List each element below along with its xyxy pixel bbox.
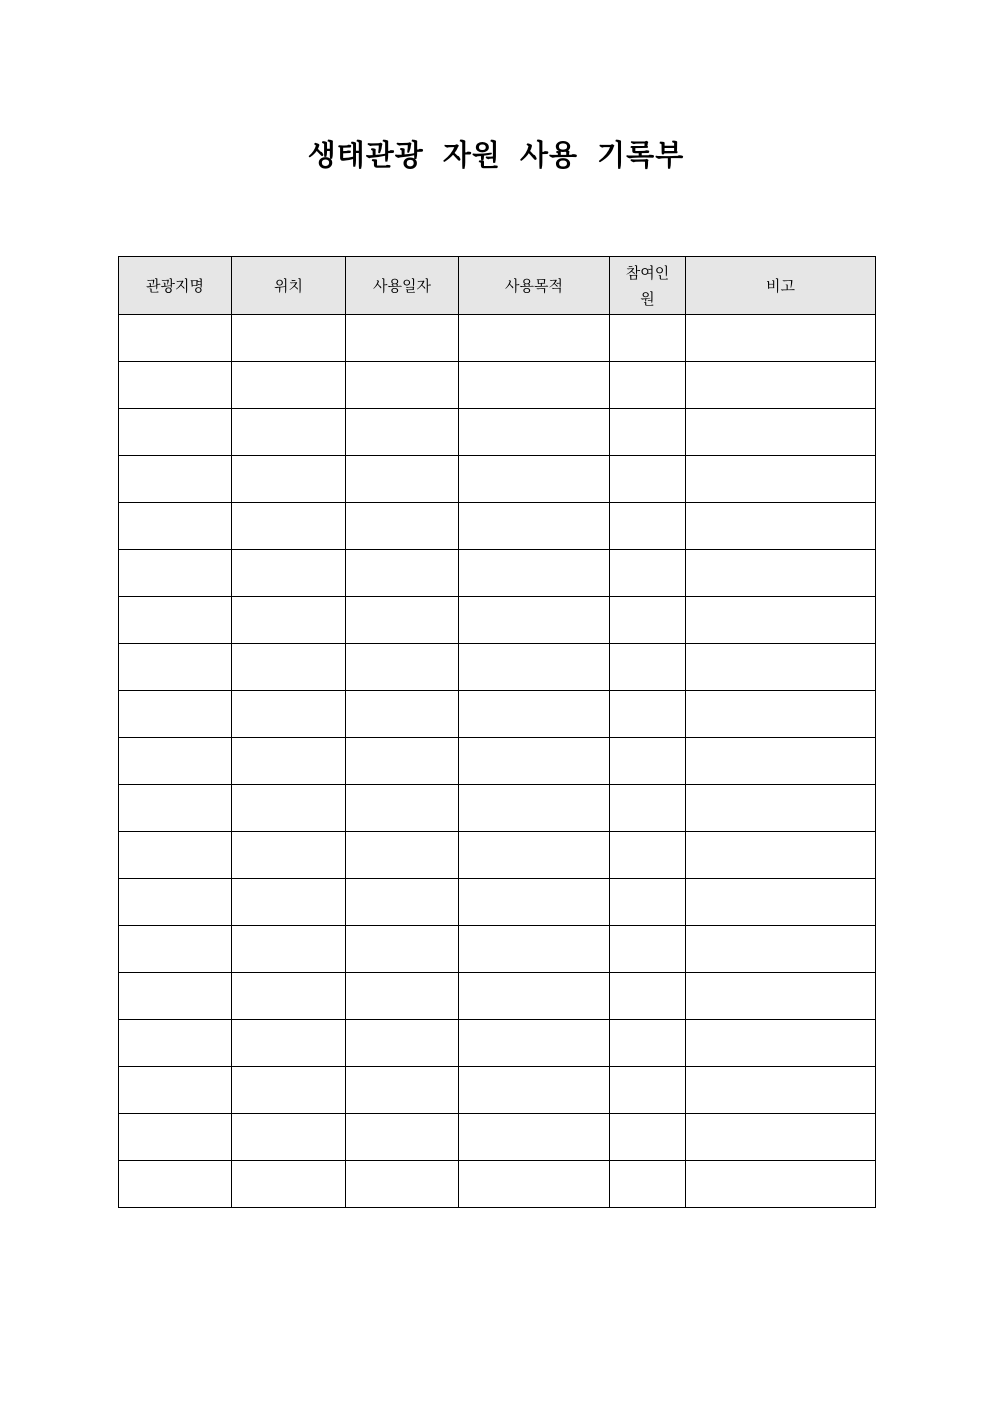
cell-tour-site-name	[119, 597, 232, 644]
table-row	[119, 973, 876, 1020]
cell-use-date	[346, 644, 459, 691]
header-participants-line1: 참여인	[625, 263, 670, 282]
cell-participants	[610, 503, 686, 550]
cell-use-purpose	[459, 691, 610, 738]
cell-use-purpose	[459, 738, 610, 785]
cell-use-purpose	[459, 1161, 610, 1208]
cell-use-purpose	[459, 973, 610, 1020]
cell-tour-site-name	[119, 456, 232, 503]
cell-participants	[610, 1020, 686, 1067]
header-use-purpose: 사용목적	[459, 257, 610, 315]
cell-remarks	[686, 926, 876, 973]
cell-remarks	[686, 456, 876, 503]
cell-remarks	[686, 1114, 876, 1161]
cell-participants	[610, 644, 686, 691]
cell-use-date	[346, 1114, 459, 1161]
header-participants-line2: 원	[640, 289, 655, 308]
cell-location	[232, 738, 346, 785]
cell-tour-site-name	[119, 738, 232, 785]
cell-participants	[610, 879, 686, 926]
cell-remarks	[686, 879, 876, 926]
cell-use-date	[346, 1067, 459, 1114]
cell-use-purpose	[459, 1020, 610, 1067]
cell-location	[232, 973, 346, 1020]
cell-remarks	[686, 644, 876, 691]
cell-participants	[610, 1114, 686, 1161]
cell-participants	[610, 973, 686, 1020]
table-row	[119, 1020, 876, 1067]
cell-remarks	[686, 1161, 876, 1208]
cell-tour-site-name	[119, 644, 232, 691]
cell-location	[232, 1067, 346, 1114]
cell-participants	[610, 738, 686, 785]
header-row	[119, 257, 876, 315]
table-row	[119, 1114, 876, 1161]
cell-remarks	[686, 832, 876, 879]
cell-use-purpose	[459, 315, 610, 362]
cell-tour-site-name	[119, 973, 232, 1020]
cell-location	[232, 503, 346, 550]
cell-use-date	[346, 738, 459, 785]
cell-location	[232, 1020, 346, 1067]
cell-location	[232, 315, 346, 362]
cell-use-date	[346, 1161, 459, 1208]
cell-location	[232, 691, 346, 738]
table-row	[119, 832, 876, 879]
cell-use-purpose	[459, 1114, 610, 1161]
table-row	[119, 785, 876, 832]
cell-location	[232, 409, 346, 456]
cell-use-purpose	[459, 879, 610, 926]
header-use-date: 사용일자	[346, 257, 459, 315]
cell-remarks	[686, 362, 876, 409]
cell-participants	[610, 456, 686, 503]
cell-tour-site-name	[119, 1161, 232, 1208]
header-location: 위치	[232, 257, 346, 315]
cell-location	[232, 926, 346, 973]
cell-participants	[610, 362, 686, 409]
header-remarks: 비고	[686, 257, 876, 315]
cell-location	[232, 362, 346, 409]
cell-participants	[610, 832, 686, 879]
cell-tour-site-name	[119, 503, 232, 550]
cell-location	[232, 456, 346, 503]
cell-tour-site-name	[119, 362, 232, 409]
cell-use-date	[346, 362, 459, 409]
cell-remarks	[686, 315, 876, 362]
cell-use-date	[346, 879, 459, 926]
table-row	[119, 409, 876, 456]
cell-use-date	[346, 691, 459, 738]
cell-use-date	[346, 597, 459, 644]
table-row	[119, 1161, 876, 1208]
table-row	[119, 926, 876, 973]
cell-tour-site-name	[119, 1067, 232, 1114]
cell-location	[232, 644, 346, 691]
cell-remarks	[686, 503, 876, 550]
cell-use-purpose	[459, 409, 610, 456]
cell-use-purpose	[459, 644, 610, 691]
header-tour-site-name: 관광지명	[119, 257, 232, 315]
cell-location	[232, 550, 346, 597]
page-title: 생태관광 자원 사용 기록부	[307, 138, 685, 172]
cell-use-date	[346, 1020, 459, 1067]
cell-use-purpose	[459, 362, 610, 409]
cell-location	[232, 1114, 346, 1161]
table-row	[119, 503, 876, 550]
cell-location	[232, 785, 346, 832]
table-body	[119, 315, 876, 1208]
cell-use-date	[346, 785, 459, 832]
cell-use-date	[346, 550, 459, 597]
table-row	[119, 738, 876, 785]
cell-remarks	[686, 738, 876, 785]
cell-use-date	[346, 456, 459, 503]
cell-participants	[610, 691, 686, 738]
cell-tour-site-name	[119, 879, 232, 926]
cell-use-date	[346, 503, 459, 550]
table-row	[119, 644, 876, 691]
cell-tour-site-name	[119, 832, 232, 879]
cell-participants	[610, 926, 686, 973]
cell-use-purpose	[459, 785, 610, 832]
table-row	[119, 691, 876, 738]
table-row	[119, 362, 876, 409]
cell-use-date	[346, 926, 459, 973]
cell-remarks	[686, 785, 876, 832]
cell-participants	[610, 1161, 686, 1208]
cell-location	[232, 597, 346, 644]
cell-tour-site-name	[119, 691, 232, 738]
cell-use-date	[346, 409, 459, 456]
table-row	[119, 456, 876, 503]
cell-location	[232, 1161, 346, 1208]
cell-participants	[610, 597, 686, 644]
cell-use-purpose	[459, 550, 610, 597]
cell-use-purpose	[459, 456, 610, 503]
table-row	[119, 550, 876, 597]
cell-use-purpose	[459, 503, 610, 550]
cell-location	[232, 832, 346, 879]
cell-participants	[610, 409, 686, 456]
cell-use-purpose	[459, 1067, 610, 1114]
cell-tour-site-name	[119, 926, 232, 973]
table-row	[119, 315, 876, 362]
table-row	[119, 879, 876, 926]
cell-participants	[610, 1067, 686, 1114]
cell-use-date	[346, 832, 459, 879]
cell-tour-site-name	[119, 785, 232, 832]
cell-use-date	[346, 315, 459, 362]
cell-remarks	[686, 409, 876, 456]
cell-tour-site-name	[119, 550, 232, 597]
cell-remarks	[686, 691, 876, 738]
cell-remarks	[686, 1067, 876, 1114]
cell-tour-site-name	[119, 409, 232, 456]
cell-tour-site-name	[119, 1020, 232, 1067]
table-row	[119, 597, 876, 644]
cell-participants	[610, 315, 686, 362]
header-participants	[610, 257, 686, 315]
cell-use-purpose	[459, 832, 610, 879]
cell-participants	[610, 550, 686, 597]
cell-use-date	[346, 973, 459, 1020]
cell-remarks	[686, 973, 876, 1020]
cell-location	[232, 879, 346, 926]
cell-remarks	[686, 550, 876, 597]
cell-use-purpose	[459, 597, 610, 644]
cell-participants	[610, 785, 686, 832]
cell-remarks	[686, 1020, 876, 1067]
cell-tour-site-name	[119, 315, 232, 362]
cell-tour-site-name	[119, 1114, 232, 1161]
record-table	[118, 256, 876, 1208]
cell-remarks	[686, 597, 876, 644]
cell-use-purpose	[459, 926, 610, 973]
table-row	[119, 1067, 876, 1114]
